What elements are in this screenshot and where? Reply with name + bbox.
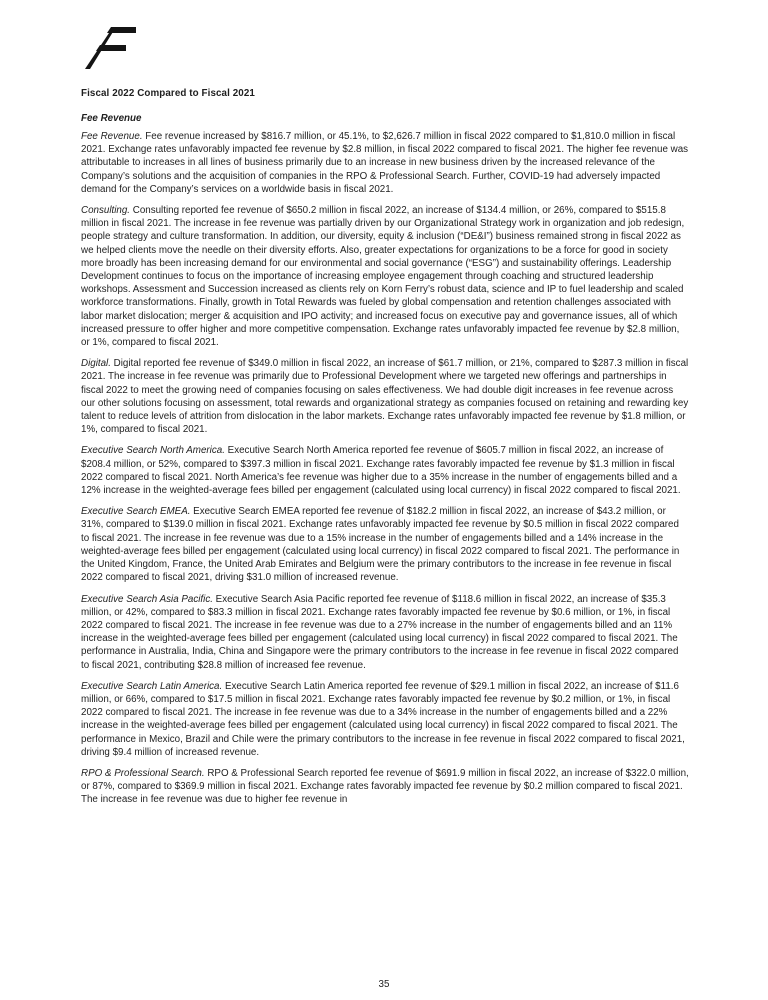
paragraph-body: Executive Search Asia Pacific reported fee revenue of $118.6 million in fiscal 2022, an increase of $35.3 million, or 42%, compared to $83.3 million in fiscal 2021. Exchange rates favorably impacted fee revenue by $0.6 million, or 1%, in fiscal 2022 compared to fiscal 2021. The increase in fee revenue was due to a 27% increase in the number of engagements billed and an 11% increase in the weighted-average fees billed per engagement (calculated using local currency) in fiscal 2022 compared to fiscal 2021. The performance in Australia, India, China and Singapore were the primary contributors to the increase in fee revenue in fiscal 2022 compared to fiscal 2021, contributing $28.8 million of increased fee revenue. — [81, 593, 679, 671]
paragraph-lead: Consulting. — [81, 205, 131, 217]
paragraph-digital — [81, 357, 689, 436]
paragraph-fee-revenue — [81, 130, 689, 196]
paragraph-rpo-professional-search — [81, 767, 689, 807]
paragraph-consulting — [81, 204, 689, 349]
paragraph-body: RPO & Professional Search reported fee revenue of $691.9 million in fiscal 2022, an increase of $322.0 million, or 87%, compared to $369.9 million in fiscal 2021. Exchange rates favorably impacted fee revenue by $0.2 million compared to fiscal 2021. The increase in fee revenue was due to higher fee revenue in — [81, 767, 689, 806]
paragraph-lead: Executive Search North America. — [81, 445, 225, 457]
paragraph-exec-search-latin-america — [81, 680, 689, 759]
paragraph-body: Digital reported fee revenue of $349.0 million in fiscal 2022, an increase of $61.7 million, or 21%, compared to $287.3 million in fiscal 2021. The increase in fee revenue was primarily due to Professional Development where we targeted new offerings and partnerships in fiscal 2022 to meet the growing need of companies focusing on sales effectiveness. We had double digit increases in fee revenue across our other solutions focusing on assessment, total rewards and organizational strategy as companies focused on retaining and rewarding key talent to reduce levels of attrition from dislocation in the labor markets. Exchange rates unfavorably impacted fee revenue by $1.8 million, or 1%, compared to fiscal 2021. — [81, 358, 689, 436]
paragraph-exec-search-north-america — [81, 444, 689, 497]
paragraph-lead: RPO & Professional Search. — [81, 767, 205, 779]
paragraph-body: Executive Search North America reported fee revenue of $605.7 million in fiscal 2022, an increase of $208.4 million, or 52%, compared to $397.3 million in fiscal 2021. Exchange rates favorably impacted fee revenue by $1.3 million in fiscal 2022 compared to fiscal 2021. North America’s fee revenue was higher due to a 35% increase in the number of engagements billed and a 12% increase in the weighted-average fees billed per engagement (calculated using local currency) in fiscal 2022 compared to fiscal 2021. — [81, 445, 681, 497]
paragraph-lead: Fee Revenue. — [81, 131, 143, 142]
paragraph-lead: Executive Search Asia Pacific. — [81, 593, 213, 605]
paragraph-lead: Executive Search EMEA. — [81, 506, 191, 518]
paragraph-lead: Digital. — [81, 358, 111, 370]
document-body — [81, 88, 689, 815]
paragraph-body: Consulting reported fee revenue of $650.2 million in fiscal 2022, an increase of $134.4 million, or 26%, compared to $515.8 million in fiscal 2021. The increase in fee revenue was partially driven by our Organizational Strategy work in organization and job redesign, people strategy and culture transformation. In addition, our diversity, equity & inclusion (“DE&I”) business remained strong in fiscal 2022 as we helped clients move the needle on their diversity efforts. Also, greater expectations for organizations to be a force for good in society more broadly has been increasing demand for our environmental and social governance (“ESG”) and sustainability offerings. Leadership Development continues to focus on the importance of increasing employee engagement through coaching and structured leadership workshops. Assessment and Succession increased as clients rely on Korn Ferry’s robust data, science and IP to fuel leadership and scaled workforce transformations. Finally, growth in Total Rewards was fueled by global compensation and retention challenges associated with labor market dislocation; merger & acquisition and IPO activity; and increased focus on executive pay and governance issues, all of which increased pressure to offer higher and more competitive compensation. Exchange rates unfavorably impacted fee revenue by $2.8 million, or 1%, compared to fiscal 2021. — [81, 205, 685, 349]
subsection-heading: Fee Revenue — [81, 113, 142, 124]
paragraph-body: Executive Search EMEA reported fee revenue of $182.2 million in fiscal 2022, an increase of $43.2 million, or 31%, compared to $139.0 million in fiscal 2021. Exchange rates unfavorably impacted fee revenue by $0.5 million in fiscal 2022 compared to fiscal 2021. The increase in fee revenue was due to a 15% increase in the number of engagements billed and a 14% increase in the weighted-average fees billed per engagement (calculated using local currency) in fiscal 2022 compared to fiscal 2021. The performance in the United Kingdom, France, the United Arab Emirates and Belgium were the primary contributors to the increase in fee revenue in fiscal 2022 compared to fiscal 2021, driving $31.0 million of increased revenue. — [81, 506, 680, 584]
paragraph-body: Fee revenue increased by $816.7 million, or 45.1%, to $2,626.7 million in fiscal 2022 compared to $1,810.0 million in fiscal 2021. Exchange rates unfavorably impacted fee revenue by $2.8 million, in fiscal 2022 compared to fiscal 2021. The higher fee revenue was attributable to increases in all lines of business primarily due to an increase in new business driven by the increased relevance of the Company’s solutions and the acquisition of companies in the RPO & Professional Search. Further, COVID-19 had adversely impacted demand for the Company’s services on a worldwide basis in fiscal 2021. — [81, 131, 689, 195]
page-number: 35 — [378, 979, 390, 990]
section-heading: Fiscal 2022 Compared to Fiscal 2021 — [81, 88, 255, 99]
paragraph-exec-search-asia-pacific — [81, 593, 689, 672]
korn-ferry-logo-icon — [84, 27, 136, 69]
paragraph-body: Executive Search Latin America reported fee revenue of $29.1 million in fiscal 2022, an increase of $11.6 million, or 66%, compared to $17.5 million in fiscal 2021. Exchange rates favorably impacted fee revenue by $0.2 million, or 1%, in fiscal 2022 compared to fiscal 2021. The increase in fee revenue was due to a 34% increase in the number of engagements billed and a 22% increase in the weighted-average fees billed per engagement (calculated using local currency) in fiscal 2022 compared to fiscal 2021. The performance in Mexico, Brazil and Chile were the primary contributors to the increase in fee revenue in fiscal 2022 compared to fiscal 2021, driving $9.4 million of increased revenue. — [81, 680, 685, 758]
paragraph-exec-search-emea — [81, 505, 689, 584]
paragraph-lead: Executive Search Latin America. — [81, 680, 223, 692]
